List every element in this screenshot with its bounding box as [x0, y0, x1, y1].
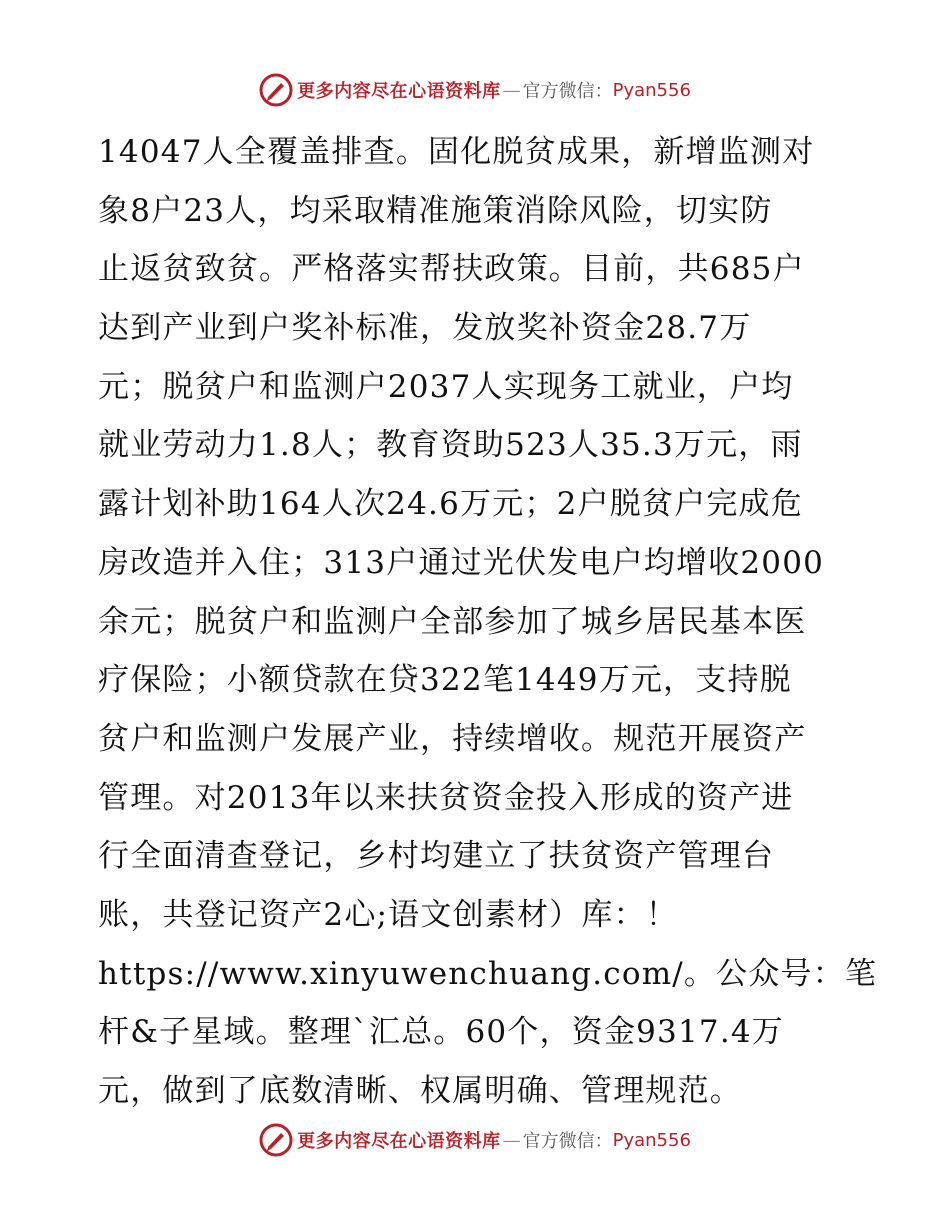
banner-main-text: 更多内容尽在心语资料库 [297, 1131, 501, 1152]
body-line: 露计划补助164人次24.6万元；2户脱贫户完成危 [98, 486, 803, 523]
banner-wechat-id: Pyan556 [612, 79, 691, 101]
document-body [98, 123, 878, 1121]
body-line: 疗保险；小额贷款在贷322笔1449万元，支持脱 [98, 662, 792, 699]
banner-wechat-id: Pyan556 [612, 1129, 691, 1151]
banner-wechat-label: 官方微信： [522, 1131, 613, 1152]
banner-main-text: 更多内容尽在心语资料库 [297, 81, 501, 102]
body-line: 贫户和监测户发展产业，持续增收。规范开展资产 [98, 720, 807, 757]
body-line: 余元；脱贫户和监测户全部参加了城乡居民基本医 [98, 603, 807, 640]
body-line: 元；脱贫户和监测户2037人实现务工就业，户均 [98, 368, 794, 405]
pen-logo-icon [259, 1123, 293, 1157]
body-line: 就业劳动力1.8人；教育资助523人35.3万元，雨 [98, 427, 803, 464]
body-line: 房改造并入住；313户通过光伏发电户均增收2000 [98, 544, 825, 581]
body-line: 达到产业到户奖补标准，发放奖补资金28.7万 [98, 310, 752, 347]
body-line: 管理。对2013年以来扶贫资金投入形成的资产进 [98, 779, 794, 816]
body-line: 行全面清查登记，乡村均建立了扶贫资产管理台 [98, 838, 775, 875]
banner-wechat-label: 官方微信： [522, 81, 613, 102]
body-line: 账，共登记资产2心;语文创素材）库：！ [98, 896, 678, 933]
banner-dash: — [502, 1129, 521, 1151]
pen-logo-icon [259, 73, 293, 107]
body-line: 14047人全覆盖排查。固化脱贫成果，新增监测对 [98, 134, 815, 170]
header-watermark-banner [0, 70, 950, 110]
body-line: https://www.xinyuwenchuang.com/。公众号：笔 [98, 955, 878, 992]
footer-watermark-banner [0, 1120, 950, 1160]
body-line: 杆&子星域。整理`汇总。60个，资金9317.4万 [98, 1014, 785, 1051]
banner-dash: — [502, 79, 521, 101]
body-line: 象8户23人，均采取精准施策消除风险，切实防 [98, 192, 773, 229]
body-line: 止返贫致贫。严格落实帮扶政策。目前，共685户 [98, 251, 805, 288]
body-line: 元，做到了底数清晰、权属明确、管理规范。 [98, 1073, 742, 1109]
